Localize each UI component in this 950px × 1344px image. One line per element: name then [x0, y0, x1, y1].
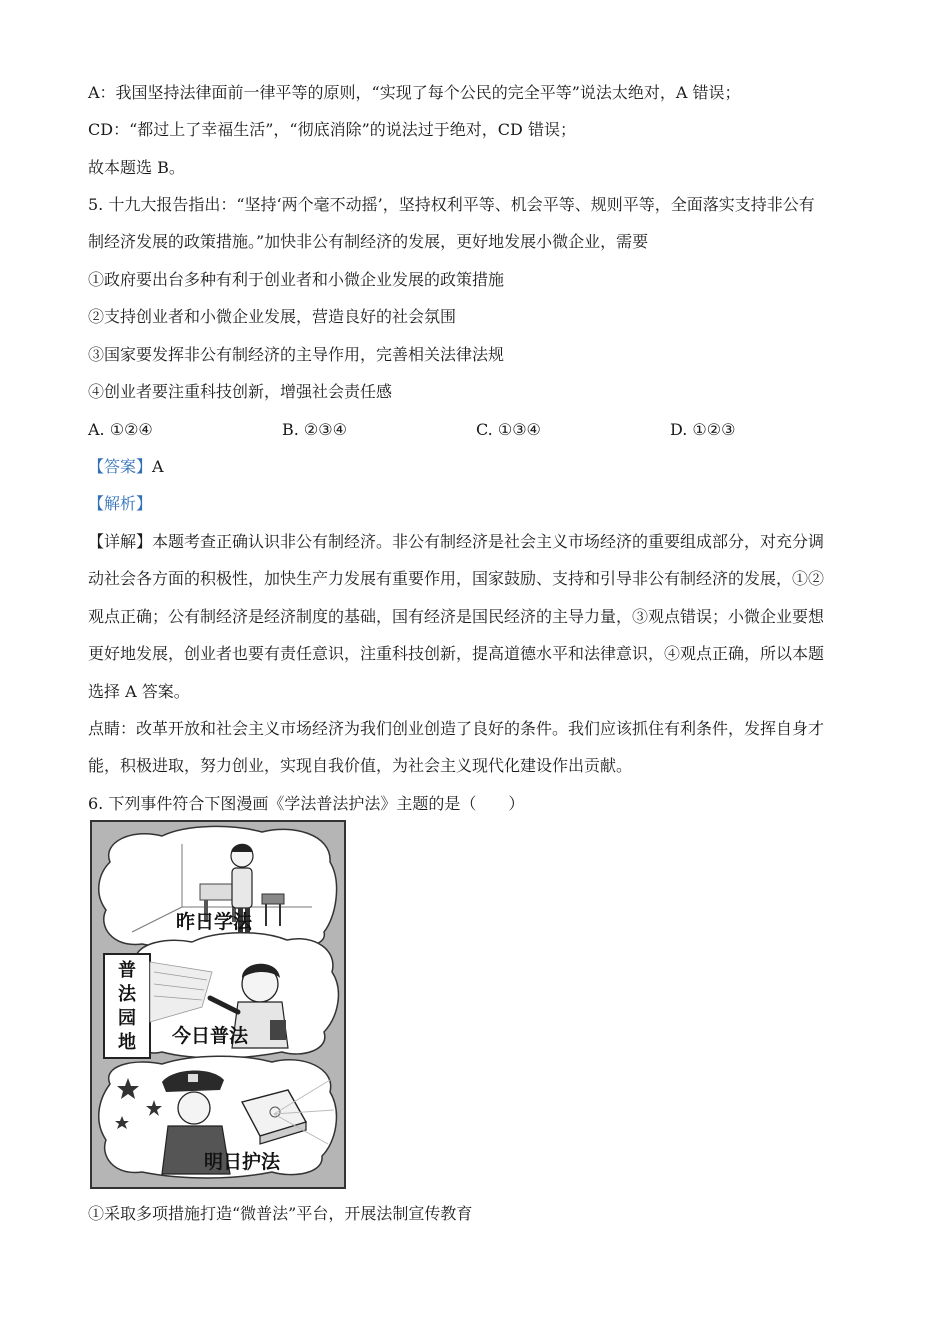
- option-d: D. ①②③: [670, 420, 736, 439]
- analysis-tag: 【解析】: [88, 494, 153, 513]
- note-line-2: 能，积极进取，努力创业，实现自我价值，为社会主义现代化建设作出贡献。: [88, 756, 633, 775]
- answer-tag: 【答案】: [88, 457, 153, 476]
- option-b: B. ②③④: [282, 420, 347, 439]
- detail-line-3: 观点正确；公有制经济是经济制度的基础，国有经济是国民经济的主导力量，③观点错误；小微企业要想: [88, 607, 825, 626]
- analysis-line-cd: CD：“都过上了幸福生活”，“彻底消除”的说法过于绝对，CD 错误；: [88, 120, 576, 139]
- detail-text-1: 本题考查正确认识非公有制经济。非公有制经济是社会主义市场经济的重要组成部分，对充分调: [152, 532, 825, 551]
- option-a: A. ①②④: [88, 420, 153, 439]
- panel-1: [99, 826, 337, 950]
- detail-line-1: [88, 532, 824, 552]
- option-c: C. ①③④: [476, 420, 541, 439]
- analysis-line-a: A：我国坚持法律面前一律平等的原则，“实现了每个公民的完全平等”说法太绝对，A 错误；: [88, 83, 741, 102]
- statement-4: ④创业者要注重科技创新，增强社会责任感: [88, 382, 393, 401]
- statement-1: ①政府要出台多种有利于创业者和小微企业发展的政策措施: [88, 270, 505, 289]
- detail-line-5: 选择 A 答案。: [88, 682, 190, 701]
- panel-3-label: 明日护法: [204, 1151, 281, 1173]
- detail-line-4: 更好地发展，创业者也要有责任意识，注重科技创新，提高道德水平和法律意识，④观点正确，所以本题: [88, 644, 825, 663]
- question-5-stem-line2: 制经济发展的政策措施。”加快非公有制经济的发展，更好地发展小微企业，需要: [88, 232, 649, 251]
- panel-1-label: 昨日学法: [176, 911, 253, 933]
- detail-tag: 【详解】: [88, 532, 153, 551]
- panel-2: [104, 933, 338, 1058]
- comic-svg: [92, 822, 344, 1187]
- question-6-stem: 6. 下列事件符合下图漫画《学法普法护法》主题的是（ ）: [88, 794, 525, 813]
- answer-value: A: [152, 457, 164, 476]
- panel-2-label: 今日普法: [172, 1025, 249, 1047]
- question-6-statement-1: ①采取多项措施打造“微普法”平台，开展法制宣传教育: [88, 1204, 473, 1223]
- analysis-conclusion: 故本题选 B。: [88, 158, 185, 177]
- comic-illustration: [90, 820, 346, 1189]
- statement-2: ②支持创业者和小微企业发展，营造良好的社会氛围: [88, 307, 457, 326]
- note-line-1: 点睛：改革开放和社会主义市场经济为我们创业创造了良好的条件。我们应该抓住有利条件，发挥自身才: [88, 719, 825, 738]
- board-char-3: 园: [118, 1008, 136, 1029]
- detail-line-2: 动社会各方面的积极性，加快生产力发展有重要作用，国家鼓励、支持和引导非公有制经济的发展，①②: [88, 569, 825, 588]
- answer-line: [88, 457, 164, 477]
- board-char-4: 地: [118, 1032, 136, 1053]
- panel-3: [99, 1056, 337, 1178]
- board-char-1: 普: [118, 960, 136, 981]
- statement-3: ③国家要发挥非公有制经济的主导作用，完善相关法律法规: [88, 345, 505, 364]
- question-5-stem-line1: 5. 十九大报告指出：“坚持‘两个毫不动摇’，坚持权利平等、机会平等、规则平等，全面落实支持非公有: [88, 195, 815, 214]
- board-char-2: 法: [118, 984, 136, 1005]
